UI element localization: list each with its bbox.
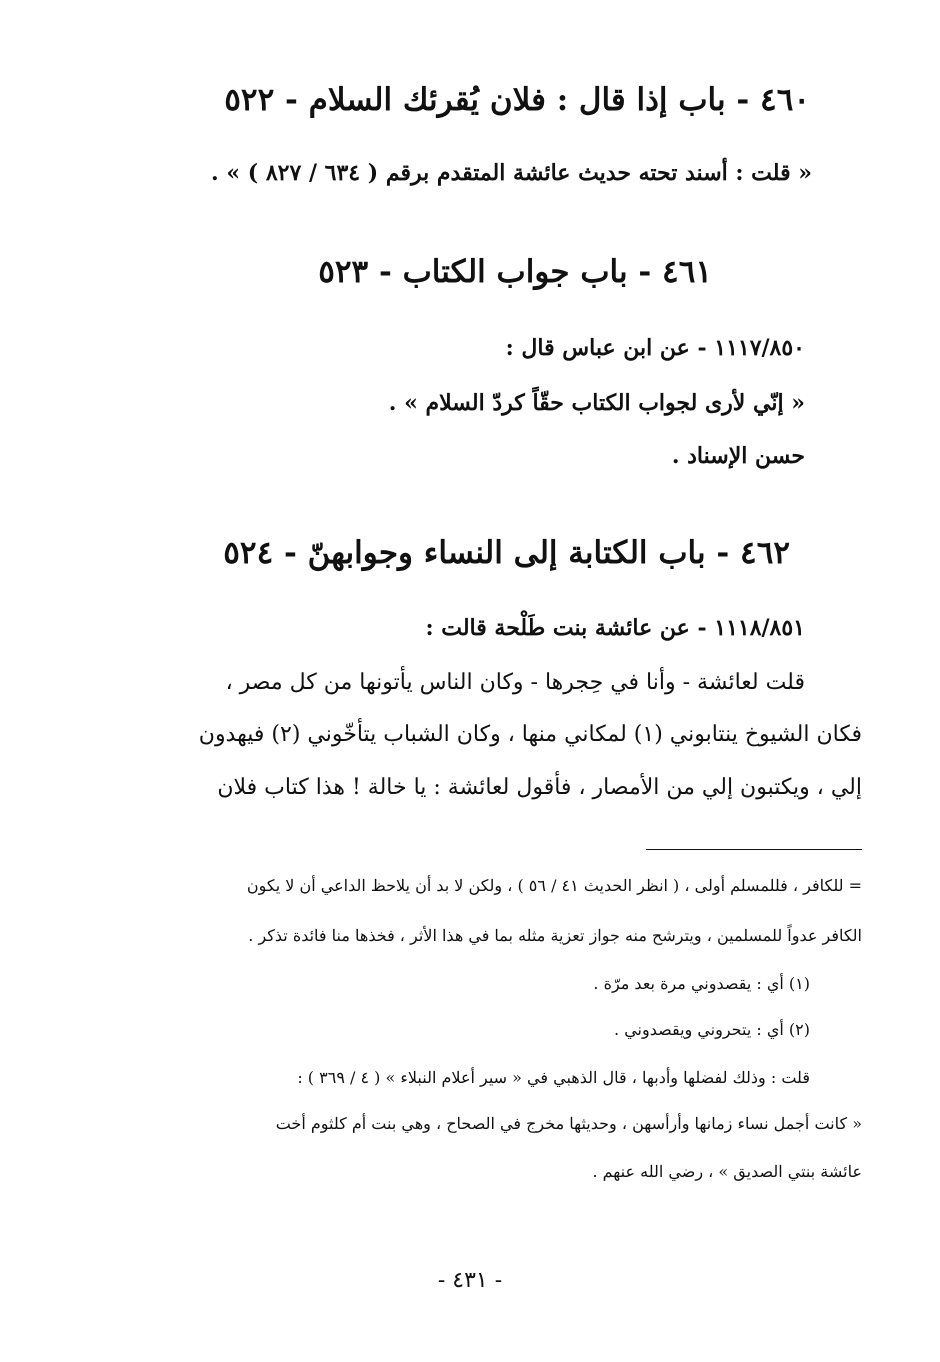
footnote-comment-3: عائشة بنتي الصديق » ، رضي الله عنهم . bbox=[592, 1162, 862, 1181]
hadith-number-850: ١١١٧/٨٥٠ - عن ابن عباس قال : bbox=[505, 335, 805, 361]
hadith-number-851: ١١١٨/٨٥١ - عن عائشة بنت طَلْحة قالت : bbox=[425, 615, 805, 641]
chapter-note-460: « قلت : أسند تحته حديث عائشة المتقدم برقم ( ٦٣٤ / ٨٢٧ ) » . bbox=[211, 160, 812, 186]
footnote-comment-1: قلت : وذلك لفضلها وأدبها ، قال الذهبي في « سير أعلام النبلاء » ( ٤ / ٣٦٩ ) : bbox=[297, 1068, 810, 1087]
hadith-line-3: إلي ، ويكتبون إلي من الأمصار ، فأقول لعائشة : يا خالة ! هذا كتاب فلان bbox=[217, 775, 862, 800]
page-number: - ٤٣١ - bbox=[437, 1268, 503, 1293]
chapter-heading-462: ٤٦٢ - باب الكتابة إلى النساء وجوابهنّ - ٥٢٤ bbox=[223, 535, 790, 571]
hadith-line-2: فكان الشيوخ ينتابوني (١) لمكاني منها ، وكان الشباب يتأخّوني (٢) فيهدون bbox=[198, 722, 862, 747]
hadith-line-1: قلت لعائشة - وأنا في حِجرها - وكان الناس يأتونها من كل مصر ، bbox=[225, 670, 805, 695]
hadith-grade-850: حسن الإسناد . bbox=[671, 443, 805, 469]
footnote-2: (٢) أي : يتحروني ويقصدوني . bbox=[614, 1020, 810, 1039]
footnote-separator bbox=[646, 849, 862, 850]
footnote-continuation-1: = للكافر ، فللمسلم أولى ، ( انظر الحديث ٤١ / ٥٦ ) ، ولكن لا بد أن يلاحظ الداعي أن لا يكون bbox=[246, 876, 862, 895]
hadith-text-850: « إنّي لأرى لجواب الكتاب حقّاً كردّ السلام » . bbox=[388, 390, 805, 416]
chapter-heading-461: ٤٦١ - باب جواب الكتاب - ٥٢٣ bbox=[318, 254, 712, 290]
footnote-comment-2: « كانت أجمل نساء زمانها وأرأسهن ، وحديثها مخرج في الصحاح ، وهي بنت أم كلثوم أخت bbox=[275, 1114, 862, 1133]
footnote-1: (١) أي : يقصدوني مرة بعد مرّة . bbox=[593, 974, 810, 993]
footnote-continuation-2: الكافر عدواً للمسلمين ، ويترشح منه جواز تعزية مثله بما في هذا الأثر ، فخذها منا فائدة تذكر . bbox=[248, 926, 862, 945]
chapter-heading-460: ٤٦٠ - باب إذا قال : فلان يُقرئك السلام - ٥٢٢ bbox=[224, 82, 810, 118]
